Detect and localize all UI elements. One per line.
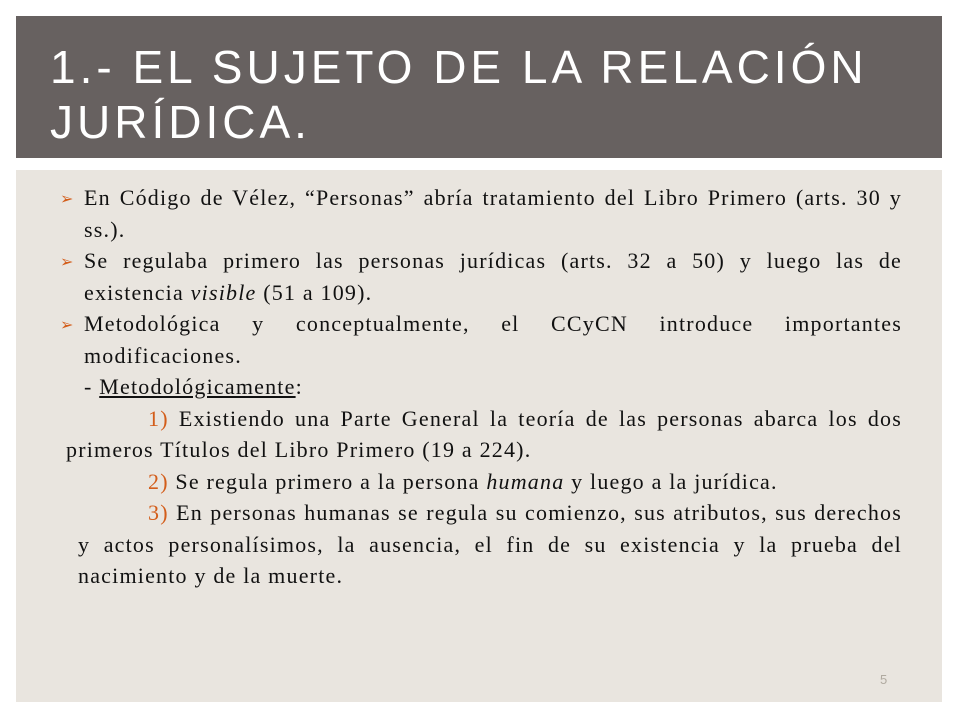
bullet-text: En Código de Vélez, “Personas” abría tratamiento del Libro Primero (arts. 30 y ss.). [84,185,902,242]
point-number: 3) [148,500,169,525]
point-1 [60,403,902,466]
dash-heading [60,371,902,403]
arrow-bullet-icon: ➢ [60,191,75,208]
point-text: En personas humanas se regula su comienzo, sus atributos, sus derechos y actos personalísimos, la ausencia, el fin de su existencia y la prueba del nacimiento y de la muerte. [78,500,902,588]
title-line-1: 1.- EL SUJETO DE LA RELACIÓN [50,41,868,93]
bullet-item-2 [60,245,902,308]
point-3 [60,497,902,592]
title-line-2: JURÍDICA. [50,96,311,148]
slide-title [50,40,868,150]
dash-suffix: : [295,374,303,399]
dash-prefix: - [84,374,100,399]
page-number: 5 [880,672,888,687]
bullet-text-part: Se regulaba primero las personas jurídicas (arts. 32 a 50) y luego las de existencia [84,248,902,305]
arrow-bullet-icon: ➢ [60,254,75,271]
arrow-bullet-icon: ➢ [60,317,75,334]
slide-body [60,182,902,592]
bullet-text-italic: visible [190,279,257,305]
point-text: Se regula primero a la persona [168,468,487,494]
point-number: 1) [148,405,169,431]
point-text: y luego a la jurídica. [564,468,778,494]
bullet-item-3 [60,308,902,371]
point-text: Existiendo una Parte General la teoría de las personas abarca los dos primeros Títulos del Libro Primero (19 a 224). [66,405,902,462]
point-2 [60,466,902,498]
dash-heading-underlined: Metodológicamente [99,374,296,399]
point-number: 2) [148,468,169,494]
bullet-text-part: (51 a 109). [256,279,373,305]
bullet-item-1 [60,182,902,245]
bullet-text [84,245,902,308]
bullet-text: Metodológica y conceptualmente, el CCyCN introduce importantes modificaciones. [84,311,902,368]
point-text-italic: humana [486,468,565,494]
